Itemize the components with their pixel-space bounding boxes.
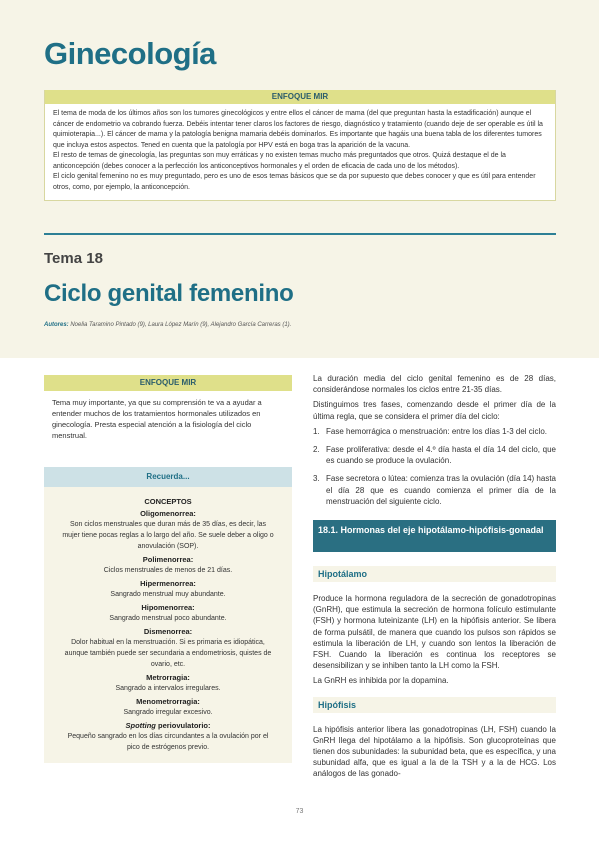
concept-term: Hipermenorrea: [140,579,196,588]
divider [44,233,556,235]
authors-names: Noelia Taramino Pintado (9), Laura López Marín (9), Alejandro García Carreras (1). [70,322,292,328]
authors-line [44,322,291,328]
concept-term: Menometrorragia: [136,697,200,706]
concept-term: Hipomenorrea: [141,603,195,612]
enfoque-paragraph: El tema de moda de los últimos años son los tumores ginecológicos y entre ellos el cáncer de mama (del que preguntan hasta la estadificación) aunque el cáncer de endometrio va cobrando fuerza. Debéis intentar tener claros los factores de riesgo, diagnóstico y tratamiento (cuando deje de ser operable es útil la quimioterapia...). El cáncer de mama y la patología benigna mamaria debéis dominarlos. Es importante que hagáis una buena tabla de los diferentes tumores que incluya estos aspectos. Tened en cuenta que la patología por HPV está en boga tras la aparición de la vacuna. [53,110,543,149]
concept-item [44,721,292,753]
concept-item [44,603,292,624]
phase-number: 2. [313,445,320,455]
enfoque-mir-text [45,104,555,200]
page-title: Ginecología [44,36,216,71]
concept-term: Oligomenorrea: [140,509,196,518]
section-heading: 18.1. Hormonas del eje hipotálamo-hipófisis-gonadal [313,520,556,552]
concept-item [44,627,292,670]
hipotalamo-paragraph: Produce la hormona reguladora de la secreción de gonadotropinas (GnRH), que estimula la secreción de hormona folículo estimulante (FSH) y hormona luteinizante (LH) en la hipófisis anterior. Se libera de forma pulsátil, de manera que cuando los pulsos son rápidos se estimula la liberación de LH, y cuando son lentos la liberación de FSH. Cuando la liberación es continua los receptores se desensibilizan y se inhiben tanto la LH como la FSH. [313,594,556,671]
enfoque-mir-small-box [44,375,292,441]
concept-term [44,721,292,731]
recuerda-heading: Recuerda... [44,467,292,487]
concept-definition: Pequeño sangrado en los días circundantes a la ovulación por el pico de estrógenos previo. [67,733,269,751]
concept-term: Metrorragia: [146,673,190,682]
concept-definition: Sangrado menstrual muy abundante. [110,591,226,598]
concept-definition: Son ciclos menstruales que duran más de 35 días, es decir, las mujer tiene pocas reglas a lo largo del año. Se suele deber a oligo o anovulación (SOP). [62,521,274,550]
right-column [313,373,556,784]
intro-paragraph: La duración media del ciclo genital femenino es de 28 días, considerándose normales los ciclos entre 21-35 días. [313,374,556,395]
enfoque-paragraph: El ciclo genital femenino no es muy preguntado, pero es uno de esos temas básicos que se da por supuesto que debes conocer y que es útil para entender otros, como, por ejemplo, la anticoncepción. [53,173,536,191]
phase-text: Fase secretora o lútea: comienza tras la ovulación (día 14) hasta el día 28 que es cuando comienza el primer día de la menstruación del siguiente ciclo. [326,474,556,506]
concept-definition: Sangrado irregular excesivo. [123,709,213,716]
phase-number: 1. [313,426,320,436]
concept-item [44,555,292,576]
concept-item [44,673,292,694]
phase-text: Fase proliferativa: desde el 4.º día hasta el día 14 del ciclo, que es cuando se produce la ovulación. [326,445,556,466]
concept-item [44,579,292,600]
phase-item [313,444,556,466]
concept-definition: Sangrado a intervalos irregulares. [115,685,221,692]
enfoque-mir-box [44,90,556,201]
concept-term: Polimenorrea: [142,555,194,564]
enfoque-mir-small-text: Tema muy importante, ya que su comprensión te va a ayudar a entender muchos de los tratamientos hormonales utilizados en ginecología. Presta especial atención a la fisiología del ciclo menstrual. [52,398,262,440]
enfoque-mir-small-heading: ENFOQUE MIR [44,375,292,391]
tema-label: Tema 18 [44,250,103,267]
intro-paragraph: Distinguimos tres fases, comenzando desde el primer día de la última regla, que se considera el primer día del ciclo: [313,400,556,421]
concept-definition: Sangrado menstrual poco abundante. [109,615,227,622]
phase-list [313,426,556,507]
subsection-heading-hipotalamo: Hipotálamo [313,566,556,582]
concept-term-italic: Spotting [125,721,156,730]
phase-item [313,473,556,507]
concept-item [44,697,292,718]
tema-title: Ciclo genital femenino [44,280,294,307]
conceptos-heading: CONCEPTOS [144,497,192,506]
enfoque-paragraph: El resto de temas de ginecología, las preguntas son muy erráticas y no existen temas mucho más preguntados que otros. Quizá destaque el de la anticoncepción (debes conocer a la perfección los anticonceptivos hormonales y el orden de eficacia de cada uno de los métodos). [53,152,506,170]
authors-label: Autores: [44,322,69,328]
concept-definition: Ciclos menstruales de menos de 21 días. [103,567,233,574]
phase-number: 3. [313,474,320,484]
concept-term-rest: periovulatorio: [155,721,211,730]
recuerda-box [44,467,292,763]
concept-item [44,509,292,552]
concept-definition: Dolor habitual en la menstruación. Si es primaria es idiopática, aunque también puede ser secundaria a endometriosis, quistes de ovario, etc. [64,639,272,668]
page-number: 73 [295,808,304,815]
hipotalamo-paragraph: La GnRH es inhibida por la dopamina. [313,676,449,686]
concept-term: Dismenorrea: [143,627,193,636]
subsection-heading-hipofisis: Hipófisis [313,697,556,713]
phase-item [313,426,556,437]
hipofisis-paragraph: La hipófisis anterior libera las gonadotropinas (LH, FSH) cuando la GnRH llega del hipotálamo a la hipófisis. Son glucoproteínas que tienen dos subunidades: la subunidad beta, que es específica, y una subunidad alfa, que es igual a la de la TSH y a la de HCG. Los análogos de las gonado- [313,724,556,779]
left-column [44,375,292,763]
enfoque-mir-heading: ENFOQUE MIR [45,90,555,104]
phase-text: Fase hemorrágica o menstruación: entre los días 1-3 del ciclo. [326,426,547,436]
